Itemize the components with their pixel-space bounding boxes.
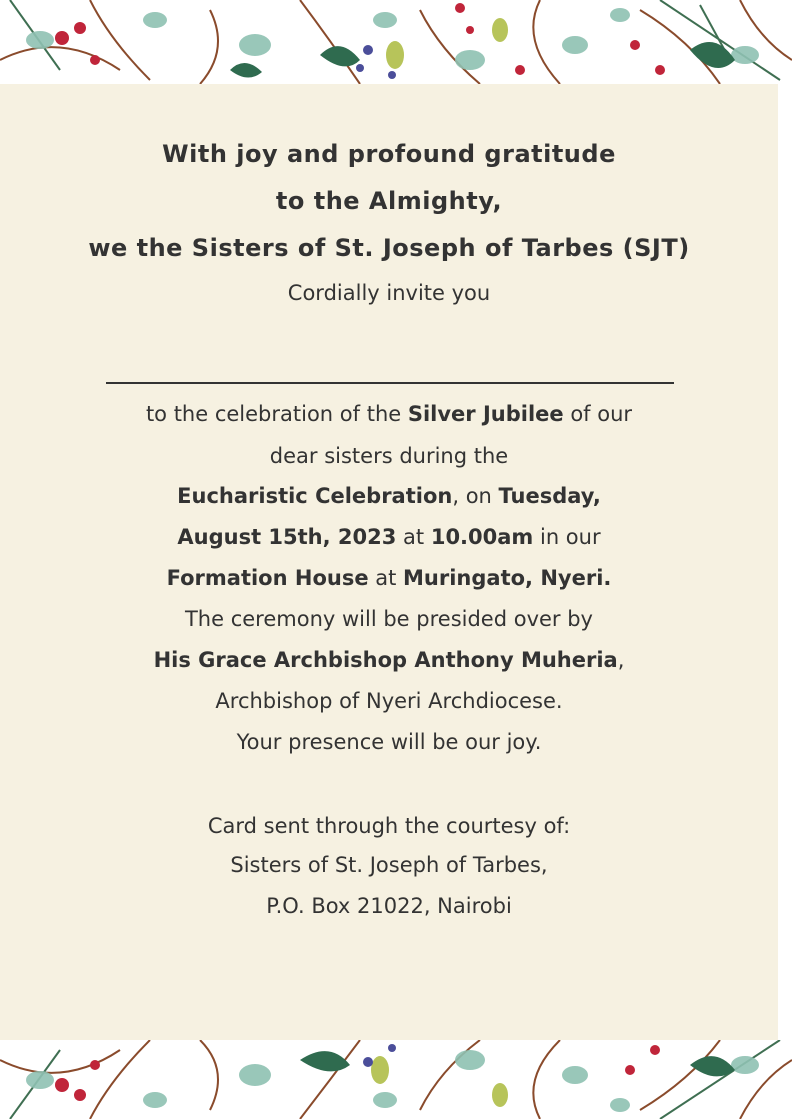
heading-line-1: With joy and profound gratitude xyxy=(162,140,616,168)
body-line-4 xyxy=(0,525,778,549)
body-text: , xyxy=(617,648,625,672)
courtesy-line-2: Sisters of St. Joseph of Tarbes, xyxy=(230,853,548,877)
body-bold: Formation House xyxy=(166,566,369,590)
top-floral-border xyxy=(0,0,792,84)
bottom-floral-border xyxy=(0,1040,792,1119)
body-bold: August 15th, 2023 xyxy=(177,525,397,549)
guest-name-blank-line xyxy=(106,382,674,384)
courtesy-line-3: P.O. Box 21022, Nairobi xyxy=(266,894,512,918)
body-text: to the celebration of the xyxy=(145,402,408,426)
body-bold: 10.00am xyxy=(430,525,534,549)
body-text: of our xyxy=(563,402,633,426)
body-line-2: dear sisters during the xyxy=(269,444,509,468)
body-text: at xyxy=(368,566,404,590)
invite-line: Cordially invite you xyxy=(287,281,491,305)
body-bold: Muringato, Nyeri. xyxy=(403,566,612,590)
body-text: in our xyxy=(533,525,601,549)
body-bold: Eucharistic Celebration xyxy=(177,484,453,508)
body-line-8: Archbishop of Nyeri Archdiocese. xyxy=(215,689,563,713)
body-line-7 xyxy=(0,648,778,672)
body-text: , on xyxy=(452,484,499,508)
courtesy-line-1: Card sent through the courtesy of: xyxy=(207,814,571,838)
body-bold: Silver Jubilee xyxy=(407,402,564,426)
body-line-1 xyxy=(0,402,778,426)
heading-line-2: to the Almighty, xyxy=(275,187,503,215)
botanical-garland-icon xyxy=(0,0,792,84)
body-text: at xyxy=(396,525,431,549)
body-line-3 xyxy=(0,484,778,508)
heading-line-3: we the Sisters of St. Joseph of Tarbes (SJT) xyxy=(88,234,690,262)
body-bold: His Grace Archbishop Anthony Muheria xyxy=(153,648,618,672)
botanical-garland-icon xyxy=(0,1040,792,1119)
body-bold: Tuesday, xyxy=(498,484,601,508)
invitation-panel xyxy=(0,84,778,1040)
body-line-6: The ceremony will be presided over by xyxy=(184,607,593,631)
body-line-5 xyxy=(0,566,778,590)
body-line-9: Your presence will be our joy. xyxy=(236,730,542,754)
